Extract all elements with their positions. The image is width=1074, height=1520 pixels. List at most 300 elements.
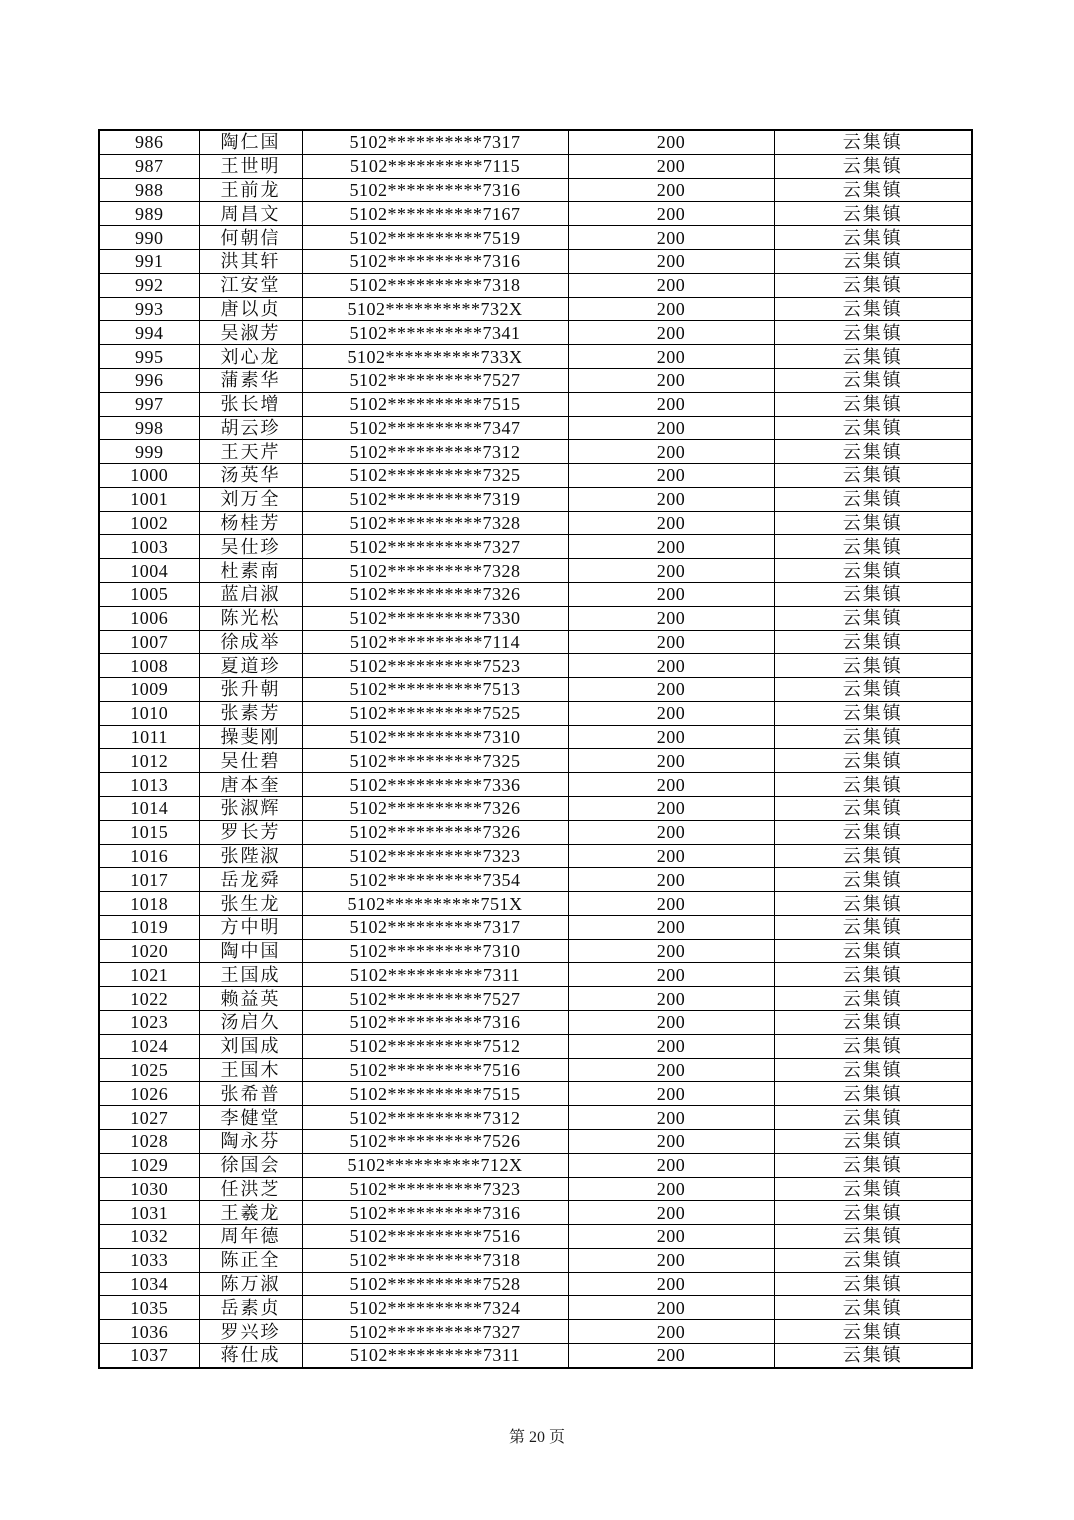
cell-town: 云集镇 [774, 487, 972, 511]
cell-amount: 200 [568, 1343, 774, 1368]
cell-id_number: 5102**********7115 [302, 154, 568, 178]
cell-serial: 989 [99, 202, 199, 226]
cell-name: 操斐刚 [199, 725, 302, 749]
cell-id_number: 5102**********7319 [302, 487, 568, 511]
cell-name: 唐本奎 [199, 773, 302, 797]
cell-id_number: 5102**********7311 [302, 963, 568, 987]
cell-amount: 200 [568, 1248, 774, 1272]
table-row [99, 678, 972, 702]
cell-name: 方中明 [199, 915, 302, 939]
cell-town: 云集镇 [774, 892, 972, 916]
cell-name: 王前龙 [199, 178, 302, 202]
cell-amount: 200 [568, 678, 774, 702]
cell-town: 云集镇 [774, 345, 972, 369]
cell-town: 云集镇 [774, 1082, 972, 1106]
cell-name: 陈万淑 [199, 1272, 302, 1296]
cell-id_number: 5102**********7515 [302, 392, 568, 416]
table-row [99, 392, 972, 416]
cell-id_number: 5102**********7318 [302, 1248, 568, 1272]
cell-amount: 200 [568, 511, 774, 535]
cell-town: 云集镇 [774, 654, 972, 678]
table-row [99, 844, 972, 868]
table-row [99, 1272, 972, 1296]
table-row [99, 154, 972, 178]
cell-id_number: 5102**********7328 [302, 559, 568, 583]
table-row [99, 1248, 972, 1272]
table-row [99, 915, 972, 939]
cell-serial: 1021 [99, 963, 199, 987]
cell-serial: 1014 [99, 797, 199, 821]
table-row [99, 654, 972, 678]
cell-id_number: 5102**********7318 [302, 273, 568, 297]
cell-town: 云集镇 [774, 226, 972, 250]
cell-serial: 1037 [99, 1343, 199, 1368]
cell-name: 何朝信 [199, 226, 302, 250]
cell-town: 云集镇 [774, 939, 972, 963]
cell-serial: 1028 [99, 1129, 199, 1153]
cell-name: 罗长芳 [199, 820, 302, 844]
cell-serial: 999 [99, 440, 199, 464]
cell-serial: 1008 [99, 654, 199, 678]
cell-serial: 1010 [99, 701, 199, 725]
cell-name: 蒋仕成 [199, 1343, 302, 1368]
cell-amount: 200 [568, 915, 774, 939]
cell-town: 云集镇 [774, 535, 972, 559]
cell-id_number: 5102**********7336 [302, 773, 568, 797]
cell-name: 胡云珍 [199, 416, 302, 440]
cell-town: 云集镇 [774, 368, 972, 392]
cell-amount: 200 [568, 963, 774, 987]
cell-amount: 200 [568, 1106, 774, 1130]
table-row [99, 416, 972, 440]
cell-serial: 996 [99, 368, 199, 392]
cell-amount: 200 [568, 1011, 774, 1035]
table-row [99, 701, 972, 725]
cell-id_number: 5102**********7328 [302, 511, 568, 535]
table-row [99, 987, 972, 1011]
cell-amount: 200 [568, 654, 774, 678]
cell-name: 唐以贞 [199, 297, 302, 321]
cell-serial: 1029 [99, 1153, 199, 1177]
table-row [99, 464, 972, 488]
cell-serial: 1036 [99, 1320, 199, 1344]
cell-name: 王国木 [199, 1058, 302, 1082]
cell-amount: 200 [568, 844, 774, 868]
cell-name: 夏道珍 [199, 654, 302, 678]
table-row [99, 321, 972, 345]
cell-serial: 1019 [99, 915, 199, 939]
cell-amount: 200 [568, 797, 774, 821]
cell-name: 杜素南 [199, 559, 302, 583]
table-row [99, 559, 972, 583]
cell-serial: 1018 [99, 892, 199, 916]
cell-id_number: 5102**********732X [302, 297, 568, 321]
cell-name: 张升朝 [199, 678, 302, 702]
cell-id_number: 5102**********7525 [302, 701, 568, 725]
cell-name: 江安堂 [199, 273, 302, 297]
cell-town: 云集镇 [774, 844, 972, 868]
cell-serial: 1033 [99, 1248, 199, 1272]
cell-town: 云集镇 [774, 868, 972, 892]
cell-serial: 1022 [99, 987, 199, 1011]
table-row [99, 725, 972, 749]
cell-serial: 986 [99, 130, 199, 154]
cell-id_number: 5102**********7312 [302, 1106, 568, 1130]
cell-amount: 200 [568, 130, 774, 154]
cell-serial: 1013 [99, 773, 199, 797]
cell-name: 吴仕珍 [199, 535, 302, 559]
cell-name: 任洪芝 [199, 1177, 302, 1201]
cell-amount: 200 [568, 1177, 774, 1201]
table-row [99, 273, 972, 297]
cell-amount: 200 [568, 178, 774, 202]
cell-name: 张素芳 [199, 701, 302, 725]
cell-id_number: 5102**********7528 [302, 1272, 568, 1296]
cell-id_number: 5102**********7323 [302, 844, 568, 868]
table-row [99, 868, 972, 892]
cell-name: 杨桂芳 [199, 511, 302, 535]
cell-amount: 200 [568, 392, 774, 416]
cell-serial: 1023 [99, 1011, 199, 1035]
cell-amount: 200 [568, 535, 774, 559]
cell-amount: 200 [568, 202, 774, 226]
table-row [99, 297, 972, 321]
cell-id_number: 5102**********7523 [302, 654, 568, 678]
cell-id_number: 5102**********7325 [302, 749, 568, 773]
cell-name: 张淑辉 [199, 797, 302, 821]
cell-town: 云集镇 [774, 1153, 972, 1177]
table-row [99, 582, 972, 606]
cell-id_number: 5102**********7354 [302, 868, 568, 892]
cell-town: 云集镇 [774, 1106, 972, 1130]
cell-serial: 998 [99, 416, 199, 440]
table-row [99, 630, 972, 654]
cell-serial: 995 [99, 345, 199, 369]
cell-town: 云集镇 [774, 154, 972, 178]
cell-serial: 1007 [99, 630, 199, 654]
cell-id_number: 5102**********7312 [302, 440, 568, 464]
cell-name: 罗兴珍 [199, 1320, 302, 1344]
cell-name: 汤英华 [199, 464, 302, 488]
cell-serial: 1009 [99, 678, 199, 702]
cell-town: 云集镇 [774, 297, 972, 321]
cell-town: 云集镇 [774, 630, 972, 654]
cell-town: 云集镇 [774, 1296, 972, 1320]
cell-id_number: 5102**********712X [302, 1153, 568, 1177]
cell-name: 陶中国 [199, 939, 302, 963]
cell-amount: 200 [568, 1129, 774, 1153]
cell-serial: 1032 [99, 1225, 199, 1249]
cell-serial: 1027 [99, 1106, 199, 1130]
table-row [99, 440, 972, 464]
cell-name: 徐成举 [199, 630, 302, 654]
table-row [99, 368, 972, 392]
cell-serial: 1006 [99, 606, 199, 630]
cell-amount: 200 [568, 939, 774, 963]
cell-town: 云集镇 [774, 1129, 972, 1153]
cell-id_number: 5102**********7347 [302, 416, 568, 440]
cell-id_number: 5102**********7316 [302, 1011, 568, 1035]
cell-serial: 1024 [99, 1034, 199, 1058]
cell-town: 云集镇 [774, 1320, 972, 1344]
cell-name: 陈光松 [199, 606, 302, 630]
cell-id_number: 5102**********751X [302, 892, 568, 916]
table-row [99, 1177, 972, 1201]
cell-amount: 200 [568, 987, 774, 1011]
cell-amount: 200 [568, 345, 774, 369]
cell-id_number: 5102**********7526 [302, 1129, 568, 1153]
table-row [99, 1343, 972, 1368]
cell-amount: 200 [568, 321, 774, 345]
page-footer [0, 1424, 1074, 1447]
table-row [99, 1106, 972, 1130]
cell-name: 吴仕碧 [199, 749, 302, 773]
cell-id_number: 5102**********7516 [302, 1225, 568, 1249]
cell-town: 云集镇 [774, 582, 972, 606]
cell-amount: 200 [568, 1058, 774, 1082]
cell-name: 张长增 [199, 392, 302, 416]
cell-amount: 200 [568, 416, 774, 440]
cell-name: 蒲素华 [199, 368, 302, 392]
cell-id_number: 5102**********7512 [302, 1034, 568, 1058]
cell-name: 王天芹 [199, 440, 302, 464]
cell-name: 陶仁国 [199, 130, 302, 154]
table-row [99, 178, 972, 202]
cell-town: 云集镇 [774, 1272, 972, 1296]
cell-name: 周昌文 [199, 202, 302, 226]
cell-serial: 1025 [99, 1058, 199, 1082]
cell-town: 云集镇 [774, 987, 972, 1011]
cell-town: 云集镇 [774, 701, 972, 725]
table-row [99, 250, 972, 274]
cell-name: 张希普 [199, 1082, 302, 1106]
table-row [99, 749, 972, 773]
cell-id_number: 5102**********733X [302, 345, 568, 369]
cell-name: 赖益英 [199, 987, 302, 1011]
table-row [99, 1320, 972, 1344]
cell-town: 云集镇 [774, 511, 972, 535]
table-body [99, 130, 972, 1368]
cell-amount: 200 [568, 749, 774, 773]
cell-name: 陶永芬 [199, 1129, 302, 1153]
cell-town: 云集镇 [774, 250, 972, 274]
cell-amount: 200 [568, 773, 774, 797]
cell-town: 云集镇 [774, 1058, 972, 1082]
cell-id_number: 5102**********7316 [302, 1201, 568, 1225]
cell-town: 云集镇 [774, 1225, 972, 1249]
cell-name: 刘心龙 [199, 345, 302, 369]
cell-amount: 200 [568, 1320, 774, 1344]
cell-serial: 1020 [99, 939, 199, 963]
cell-id_number: 5102**********7519 [302, 226, 568, 250]
cell-name: 王国成 [199, 963, 302, 987]
cell-id_number: 5102**********7330 [302, 606, 568, 630]
cell-serial: 1030 [99, 1177, 199, 1201]
cell-serial: 1012 [99, 749, 199, 773]
cell-id_number: 5102**********7114 [302, 630, 568, 654]
cell-serial: 1026 [99, 1082, 199, 1106]
cell-id_number: 5102**********7326 [302, 582, 568, 606]
cell-town: 云集镇 [774, 1011, 972, 1035]
cell-serial: 1005 [99, 582, 199, 606]
cell-amount: 200 [568, 868, 774, 892]
table-row [99, 892, 972, 916]
cell-amount: 200 [568, 701, 774, 725]
cell-name: 陈正全 [199, 1248, 302, 1272]
cell-id_number: 5102**********7527 [302, 987, 568, 1011]
table-row [99, 1225, 972, 1249]
beneficiary-table [98, 129, 973, 1369]
cell-amount: 200 [568, 154, 774, 178]
cell-town: 云集镇 [774, 559, 972, 583]
cell-name: 刘国成 [199, 1034, 302, 1058]
cell-name: 徐国会 [199, 1153, 302, 1177]
table-row [99, 226, 972, 250]
cell-serial: 1001 [99, 487, 199, 511]
cell-id_number: 5102**********7310 [302, 939, 568, 963]
cell-id_number: 5102**********7325 [302, 464, 568, 488]
cell-town: 云集镇 [774, 773, 972, 797]
table-row [99, 773, 972, 797]
cell-town: 云集镇 [774, 915, 972, 939]
cell-town: 云集镇 [774, 440, 972, 464]
cell-amount: 200 [568, 1225, 774, 1249]
cell-serial: 1011 [99, 725, 199, 749]
cell-town: 云集镇 [774, 392, 972, 416]
table-row [99, 1129, 972, 1153]
cell-town: 云集镇 [774, 1343, 972, 1368]
cell-amount: 200 [568, 606, 774, 630]
cell-name: 岳素贞 [199, 1296, 302, 1320]
table-row [99, 202, 972, 226]
cell-serial: 1034 [99, 1272, 199, 1296]
cell-amount: 200 [568, 368, 774, 392]
cell-name: 王世明 [199, 154, 302, 178]
cell-name: 洪其轩 [199, 250, 302, 274]
cell-town: 云集镇 [774, 273, 972, 297]
cell-name: 吴淑芳 [199, 321, 302, 345]
cell-town: 云集镇 [774, 1177, 972, 1201]
cell-id_number: 5102**********7316 [302, 250, 568, 274]
cell-amount: 200 [568, 820, 774, 844]
cell-id_number: 5102**********7324 [302, 1296, 568, 1320]
cell-name: 刘万全 [199, 487, 302, 511]
cell-serial: 1000 [99, 464, 199, 488]
cell-town: 云集镇 [774, 1201, 972, 1225]
cell-amount: 200 [568, 1272, 774, 1296]
cell-id_number: 5102**********7323 [302, 1177, 568, 1201]
cell-town: 云集镇 [774, 725, 972, 749]
cell-amount: 200 [568, 440, 774, 464]
cell-amount: 200 [568, 892, 774, 916]
cell-id_number: 5102**********7327 [302, 535, 568, 559]
table-row [99, 511, 972, 535]
cell-amount: 200 [568, 1153, 774, 1177]
cell-id_number: 5102**********7326 [302, 797, 568, 821]
cell-amount: 200 [568, 1296, 774, 1320]
cell-id_number: 5102**********7326 [302, 820, 568, 844]
cell-town: 云集镇 [774, 797, 972, 821]
cell-serial: 1017 [99, 868, 199, 892]
cell-amount: 200 [568, 250, 774, 274]
cell-serial: 990 [99, 226, 199, 250]
cell-amount: 200 [568, 582, 774, 606]
table-row [99, 1011, 972, 1035]
cell-amount: 200 [568, 297, 774, 321]
cell-id_number: 5102**********7317 [302, 915, 568, 939]
cell-serial: 1035 [99, 1296, 199, 1320]
cell-town: 云集镇 [774, 464, 972, 488]
cell-town: 云集镇 [774, 749, 972, 773]
cell-amount: 200 [568, 1034, 774, 1058]
table-row [99, 1034, 972, 1058]
cell-amount: 200 [568, 725, 774, 749]
cell-town: 云集镇 [774, 820, 972, 844]
table-row [99, 797, 972, 821]
page-number-label: 第 20 页 [508, 1429, 565, 1446]
table-row [99, 130, 972, 154]
cell-town: 云集镇 [774, 606, 972, 630]
table-row [99, 1201, 972, 1225]
cell-name: 蓝启淑 [199, 582, 302, 606]
cell-id_number: 5102**********7516 [302, 1058, 568, 1082]
table-row [99, 1058, 972, 1082]
table-row [99, 487, 972, 511]
cell-serial: 994 [99, 321, 199, 345]
cell-serial: 997 [99, 392, 199, 416]
cell-amount: 200 [568, 630, 774, 654]
cell-amount: 200 [568, 226, 774, 250]
cell-town: 云集镇 [774, 678, 972, 702]
cell-name: 李健堂 [199, 1106, 302, 1130]
cell-amount: 200 [568, 487, 774, 511]
cell-amount: 200 [568, 273, 774, 297]
table-row [99, 1153, 972, 1177]
cell-id_number: 5102**********7527 [302, 368, 568, 392]
cell-id_number: 5102**********7515 [302, 1082, 568, 1106]
table-row [99, 1082, 972, 1106]
cell-name: 周年德 [199, 1225, 302, 1249]
cell-name: 汤启久 [199, 1011, 302, 1035]
cell-id_number: 5102**********7341 [302, 321, 568, 345]
table-row [99, 1296, 972, 1320]
cell-serial: 1004 [99, 559, 199, 583]
table-row [99, 535, 972, 559]
cell-id_number: 5102**********7316 [302, 178, 568, 202]
cell-name: 岳龙舜 [199, 868, 302, 892]
cell-id_number: 5102**********7513 [302, 678, 568, 702]
cell-name: 王羲龙 [199, 1201, 302, 1225]
cell-serial: 987 [99, 154, 199, 178]
cell-id_number: 5102**********7310 [302, 725, 568, 749]
cell-id_number: 5102**********7327 [302, 1320, 568, 1344]
cell-id_number: 5102**********7311 [302, 1343, 568, 1368]
cell-town: 云集镇 [774, 963, 972, 987]
cell-serial: 1016 [99, 844, 199, 868]
cell-serial: 1002 [99, 511, 199, 535]
cell-town: 云集镇 [774, 321, 972, 345]
cell-serial: 988 [99, 178, 199, 202]
table-row [99, 963, 972, 987]
cell-amount: 200 [568, 1201, 774, 1225]
cell-name: 张陛淑 [199, 844, 302, 868]
cell-amount: 200 [568, 464, 774, 488]
cell-serial: 1031 [99, 1201, 199, 1225]
cell-town: 云集镇 [774, 1248, 972, 1272]
cell-town: 云集镇 [774, 202, 972, 226]
cell-serial: 1003 [99, 535, 199, 559]
cell-town: 云集镇 [774, 416, 972, 440]
